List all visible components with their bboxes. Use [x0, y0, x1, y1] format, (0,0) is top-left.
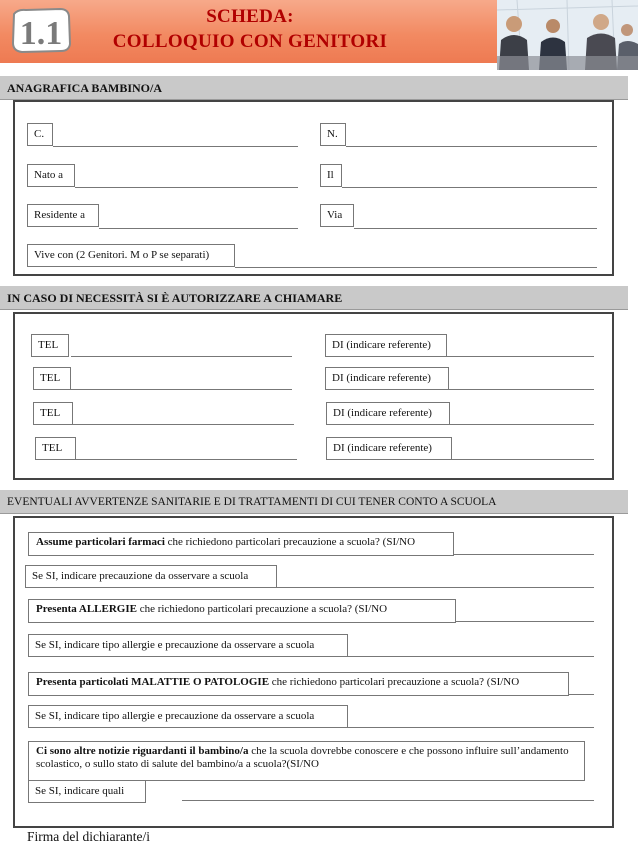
question-farmaci	[28, 532, 454, 556]
question-malattie-bold: Presenta particolati MALATTIE O PATOLOGIE	[36, 676, 270, 688]
tel-field-2[interactable]	[71, 389, 292, 390]
cognome-label: C.	[27, 123, 53, 146]
referente-label-2: DI (indicare referente)	[325, 367, 449, 390]
il-label: Il	[320, 164, 342, 187]
section-anagrafica-heading: ANAGRAFICA BAMBINO/A	[0, 76, 628, 100]
question-altre-notizie-bold: Ci sono altre notizie riguardanti il bambino/a	[36, 745, 249, 757]
page-title	[100, 4, 400, 54]
farmaci-followup-field[interactable]	[277, 587, 594, 588]
question-farmaci-bold: Assume particolari farmaci	[36, 536, 165, 548]
referente-label-3: DI (indicare referente)	[326, 402, 450, 425]
vive-con-field[interactable]	[235, 267, 597, 268]
title-line-1: SCHEDA:	[206, 6, 294, 27]
allergie-answer-field[interactable]	[456, 621, 594, 622]
tel-label-3: TEL	[33, 402, 73, 425]
firma-label: Firma del dichiarante/i	[27, 829, 150, 844]
referente-field-1[interactable]	[447, 356, 594, 357]
tel-field-4[interactable]	[76, 459, 297, 460]
altre-notizie-followup-label: Se SI, indicare quali	[28, 780, 146, 803]
question-malattie	[28, 672, 569, 696]
referente-label-1: DI (indicare referente)	[325, 334, 447, 357]
question-altre-notizie-text: che la scuola dovrebbe conoscere e che possono influire sull’andamento scolastico, o sullo stato di salute del bambino/a a scuola?(SI/NO	[36, 745, 569, 770]
referente-field-3[interactable]	[450, 424, 594, 425]
referente-field-2[interactable]	[449, 389, 594, 390]
tel-label-4: TEL	[35, 437, 76, 460]
question-malattie-text: che richiedono particolari precauzione a scuola? (SI/NO	[269, 676, 520, 688]
allergie-followup-label: Se SI, indicare tipo allergie e precauzione da osservare a scuola	[28, 634, 348, 657]
nome-label: N.	[320, 123, 346, 146]
malattie-followup-label: Se SI, indicare tipo allergie e precauzione da osservare a scuola	[28, 705, 348, 728]
malattie-answer-field[interactable]	[569, 694, 594, 695]
referente-field-4[interactable]	[452, 459, 594, 460]
title-line-2: COLLOQUIO CON GENITORI	[112, 31, 388, 52]
referente-label-4: DI (indicare referente)	[326, 437, 452, 460]
nome-field[interactable]	[346, 146, 597, 147]
question-altre-notizie	[28, 741, 585, 781]
altre-notizie-followup-field[interactable]	[182, 800, 594, 801]
farmaci-answer-field[interactable]	[454, 554, 594, 555]
tel-label-1: TEL	[31, 334, 69, 357]
via-label: Via	[320, 204, 354, 227]
allergie-followup-field[interactable]	[348, 656, 594, 657]
malattie-followup-field[interactable]	[348, 727, 594, 728]
section-contatti-heading: IN CASO DI NECESSITÀ SI È AUTORIZZARE A CHIAMARE	[0, 286, 628, 310]
section-avvertenze-heading: EVENTUALI AVVERTENZE SANITARIE E DI TRATTAMENTI DI CUI TENER CONTO A SCUOLA	[0, 490, 628, 514]
nato-a-label: Nato a	[27, 164, 75, 187]
question-allergie-text: che richiedono particolari precauzione a scuola? (SI/NO	[136, 603, 388, 615]
tel-label-2: TEL	[33, 367, 71, 390]
vive-con-label: Vive con (2 Genitori. M o P se separati)	[27, 244, 235, 267]
meeting-photo	[497, 0, 638, 70]
contatti-panel	[13, 312, 614, 480]
question-allergie	[28, 599, 456, 623]
nato-a-field[interactable]	[75, 187, 298, 188]
via-field[interactable]	[354, 228, 597, 229]
residente-label: Residente a	[27, 204, 99, 227]
tel-field-1[interactable]	[71, 356, 292, 357]
svg-text:1.1: 1.1	[19, 15, 63, 52]
il-field[interactable]	[342, 187, 597, 188]
cognome-field[interactable]	[53, 146, 298, 147]
tel-field-3[interactable]	[73, 424, 294, 425]
residente-field[interactable]	[99, 228, 298, 229]
question-allergie-bold: Presenta ALLERGIE	[36, 603, 137, 615]
farmaci-followup-label: Se SI, indicare precauzione da osservare a scuola	[25, 565, 277, 588]
question-farmaci-text: che richiedono particolari precauzione a scuola? (SI/NO	[164, 536, 416, 548]
scheda-number-badge	[8, 6, 74, 54]
